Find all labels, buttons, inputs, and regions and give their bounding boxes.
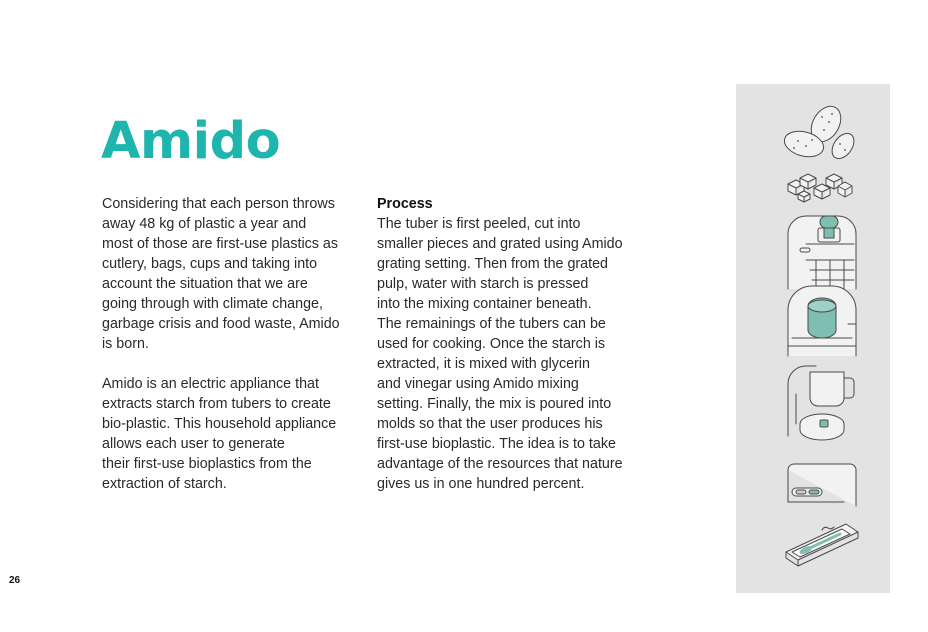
potatoes-icon <box>782 101 859 163</box>
process-column <box>377 194 645 494</box>
intro-column <box>102 194 364 494</box>
intro-paragraph: Amido is an electric appliance that extracts starch from tubers to create bio-plastic. This household appliance allows each user to generate their first-use bioplastics from the extraction of starch. <box>102 376 337 492</box>
intro-paragraph: Considering that each person throws away 48 kg of plastic a year and most of those are first-use plastics as cutlery, bags, cups and taking into account the situation that we are going through with climate change, garbage crisis and food waste, Amido is born. <box>102 196 340 352</box>
process-heading: Process <box>377 196 433 212</box>
cubes-icon <box>788 174 852 202</box>
page-number: 26 <box>9 575 21 586</box>
pitcher-appliance-icon <box>788 366 854 440</box>
process-paragraph: The tuber is first peeled, cut into smaller pieces and grated using Amido grating setting. Then from the grated pulp, water with starch is pressed into the mixing container beneath. The remainings of the tubers can be used for cooking. Once the starch is extracted, it is mixed with glycerin and vinegar using Amido mixing setting. Finally, the mix is poured into molds so that the user produces his first-use bioplastic. The idea is to take advantage of the resources that nature gives us in one hundred percent. <box>377 216 623 492</box>
control-panel-icon <box>788 464 856 506</box>
mold-tray-icon <box>786 524 858 566</box>
grater-appliance-icon <box>788 216 856 289</box>
page-title: Amido <box>101 112 281 171</box>
illustration-panel <box>736 84 890 593</box>
mixing-container-icon <box>788 286 856 356</box>
